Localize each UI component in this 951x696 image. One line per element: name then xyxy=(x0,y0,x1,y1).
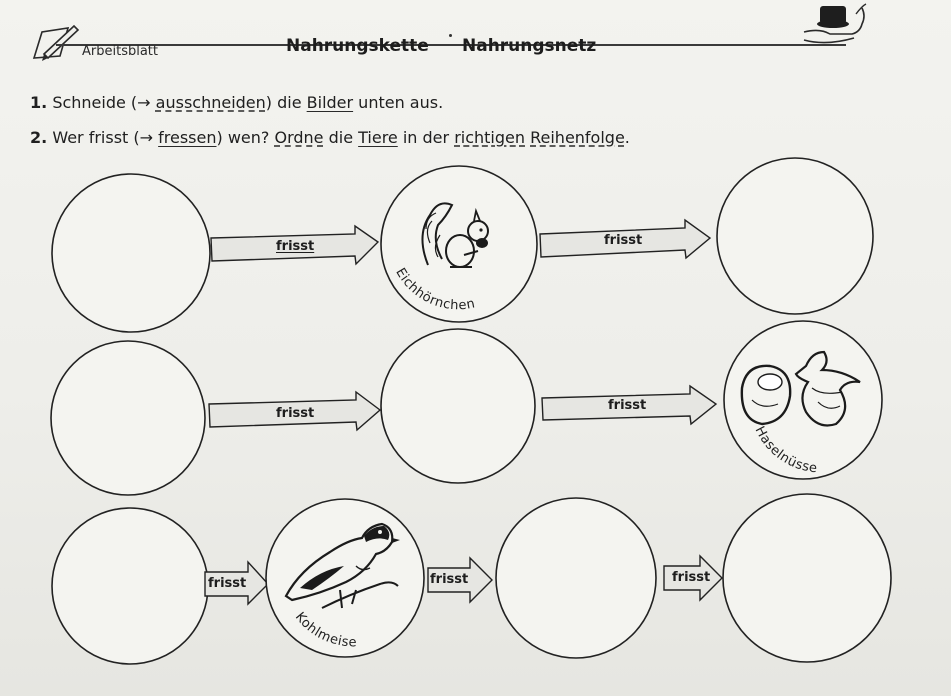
drop-circle-r3-c1[interactable] xyxy=(52,508,208,664)
title-food-web: Nahrungsnetz xyxy=(462,36,597,56)
word-link-fressen: fressen xyxy=(158,128,217,147)
title-food-chain: Nahrungskette xyxy=(286,36,429,56)
word-reihenfolge: Reihenfolge xyxy=(530,128,625,147)
drop-circle-r3-c3[interactable] xyxy=(496,498,656,658)
word-link-ausschneiden: ausschneiden xyxy=(155,93,266,112)
word-tiere: Tiere xyxy=(358,128,398,147)
drop-circle-r2-c1[interactable] xyxy=(51,341,205,495)
instruction-2: 2. Wer frisst (→ fressen) wen? Ordne die Tiere in der richtigen Reihenfolge. xyxy=(30,128,630,147)
arrow-label-r2-a2: frisst xyxy=(608,398,647,413)
arrow-label-r3-a2: frisst xyxy=(430,572,469,587)
arrow-label-r1-a1: frisst xyxy=(276,239,315,254)
instruction-1: 1. Schneide (→ ausschneiden) die Bilder unten aus. xyxy=(30,93,444,112)
arrow-label-r1-a2: frisst xyxy=(604,233,643,248)
word-bilder: Bilder xyxy=(306,93,354,112)
label-hazelnuts: Haselnüsse xyxy=(751,424,819,477)
worksheet-label: Arbeitsblatt xyxy=(82,44,158,59)
drop-circle-r1-c3[interactable] xyxy=(717,158,873,314)
word-ordne: Ordne xyxy=(274,128,324,147)
arrow-label-r2-a1: frisst xyxy=(276,406,315,421)
label-great-tit: Kohlmeise xyxy=(291,609,358,651)
drop-circle-r3-c4[interactable] xyxy=(723,494,891,662)
label-squirrel: Eichhörnchen xyxy=(392,265,477,314)
arrow-label-r3-a1: frisst xyxy=(208,576,247,591)
word-richtigen: richtigen xyxy=(454,128,526,147)
drop-circle-r2-c2[interactable] xyxy=(381,329,535,483)
arrow-label-r3-a3: frisst xyxy=(672,570,711,585)
drop-circle-r1-c1[interactable] xyxy=(52,174,210,332)
